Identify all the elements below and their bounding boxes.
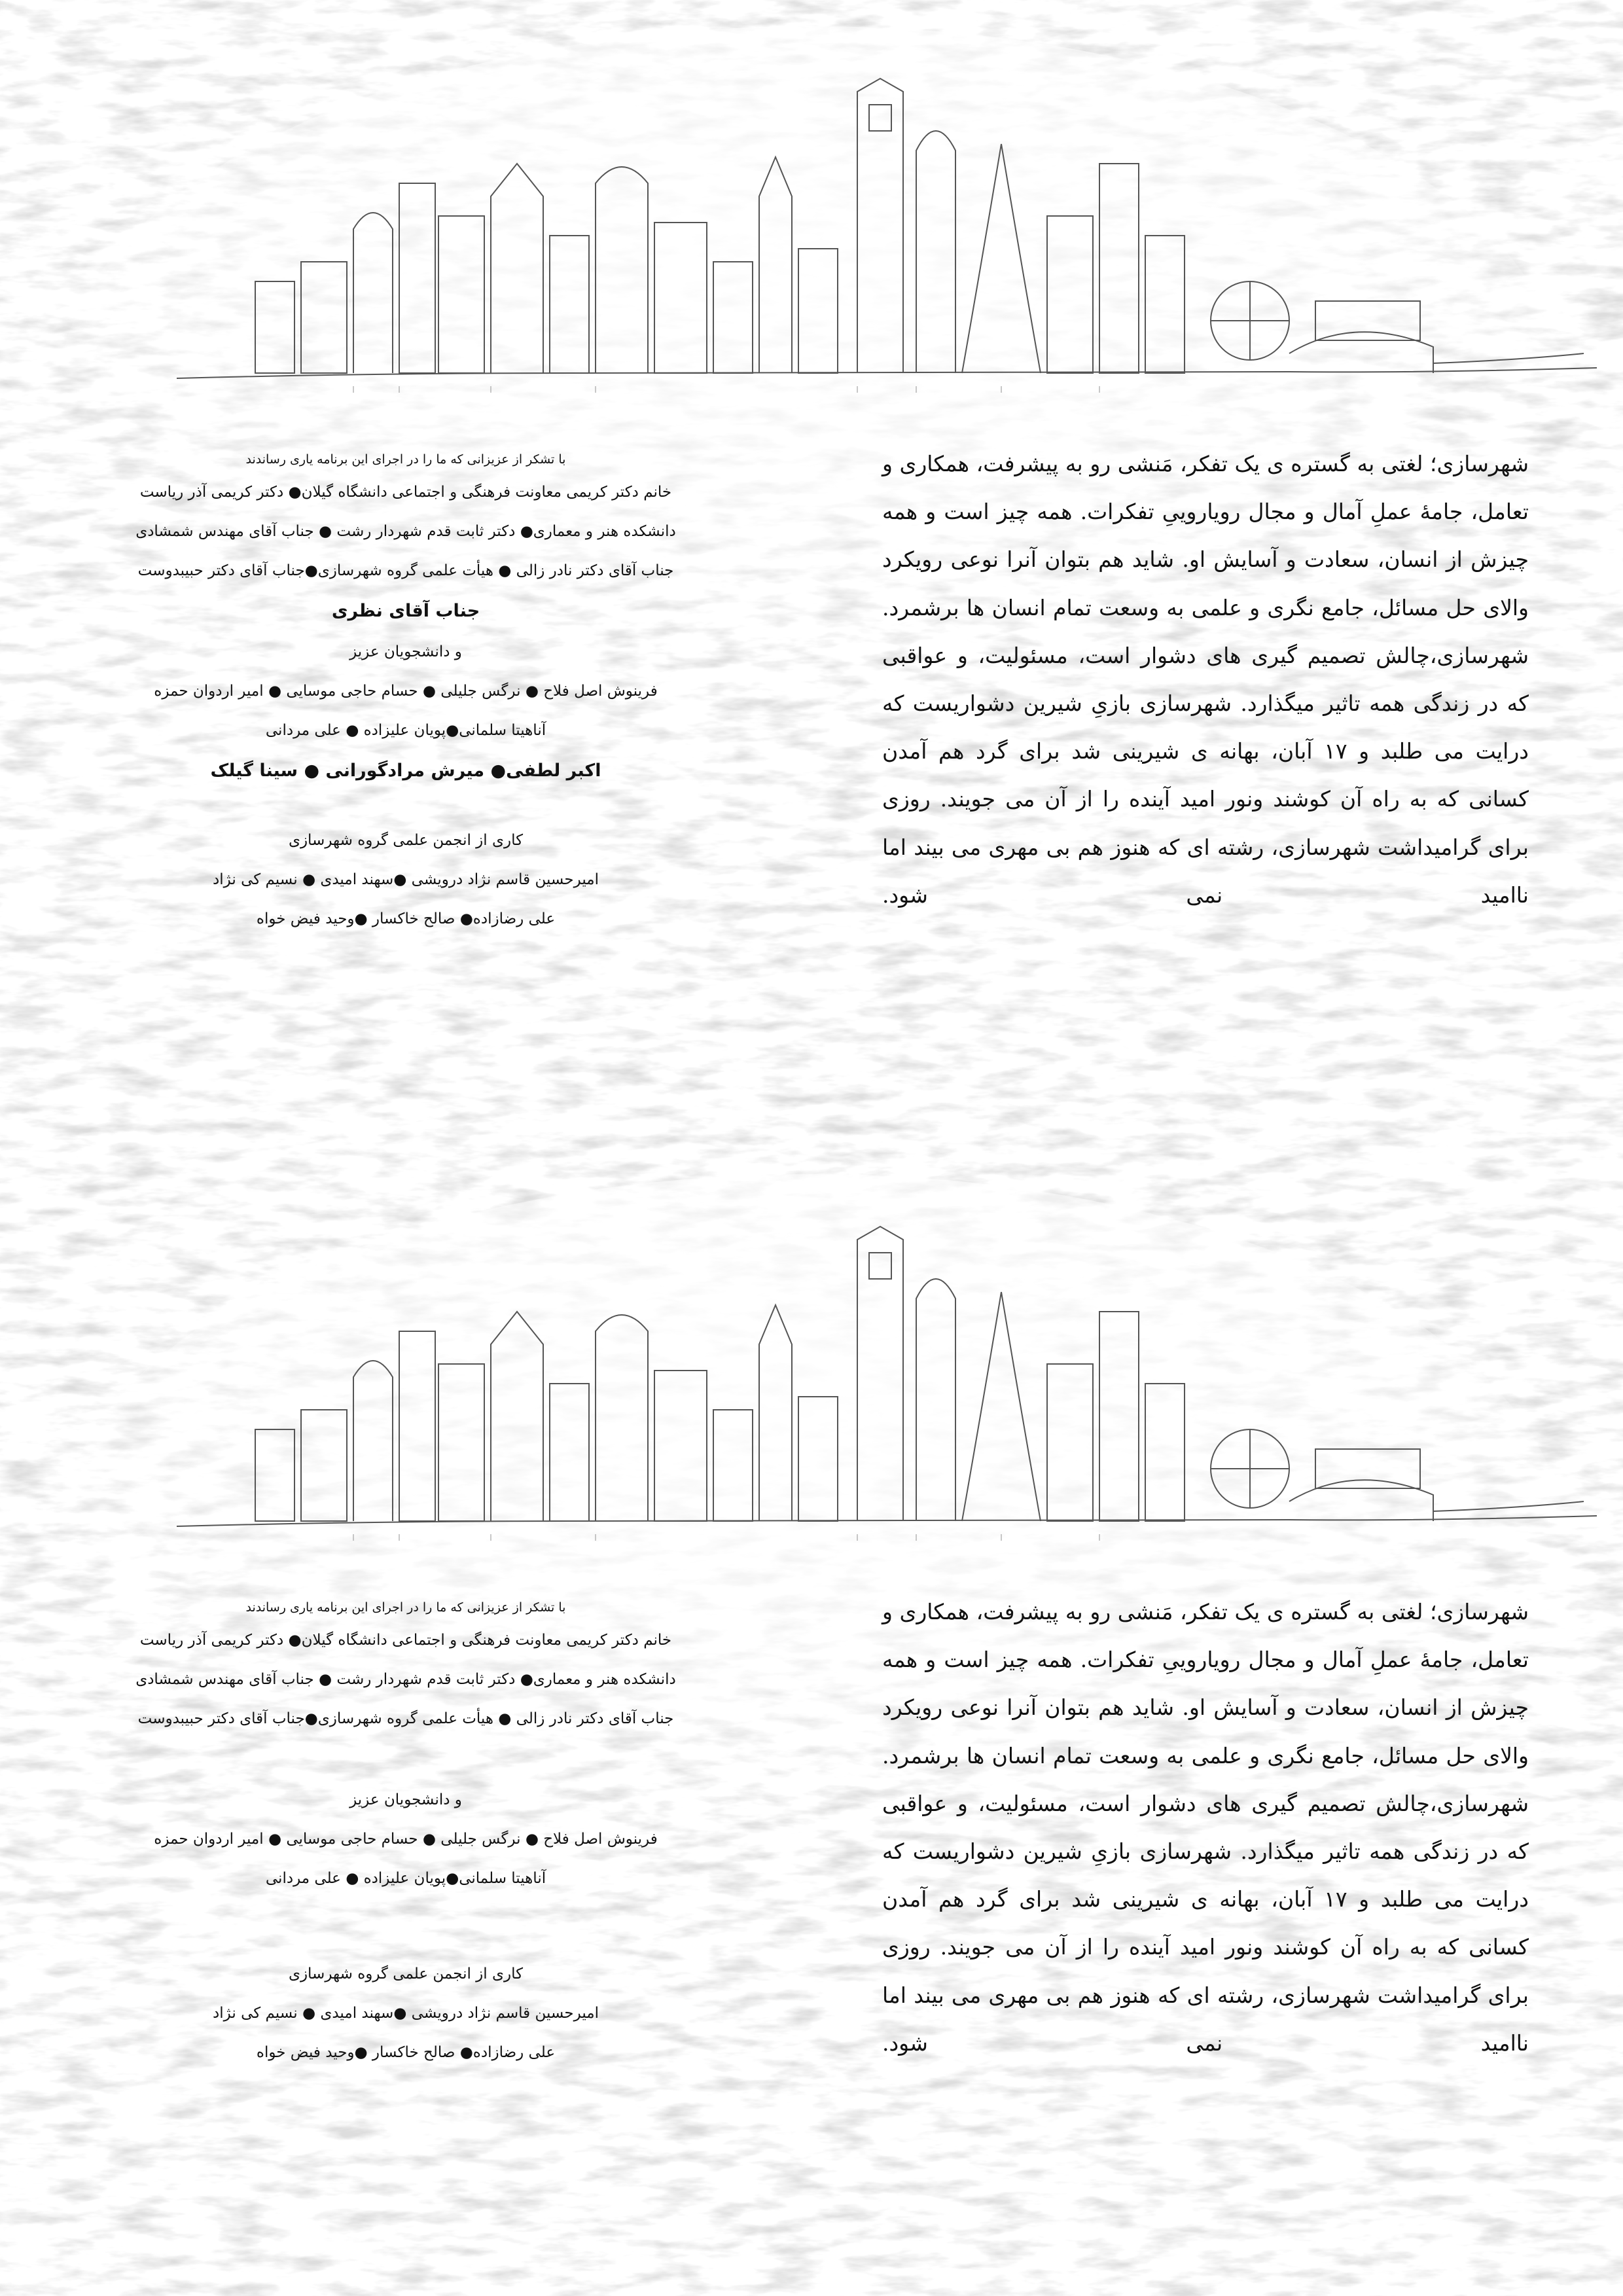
city-skyline-illustration <box>177 65 1597 393</box>
credits-block <box>65 446 746 939</box>
intro-paragraph <box>882 1588 1529 2067</box>
thanks-line-2: دانشکده هنر و معماری● دکتر ثابت قدم شهردار رشت ● جناب آقای مهندس شمشادی <box>135 523 676 540</box>
thanks-line-1: خانم دکتر کریمی معاونت فرهنگی و اجتماعی دانشگاه گیلان● دکتر کریمی آذر ریاست <box>139 1632 672 1649</box>
city-skyline-illustration <box>177 1213 1597 1541</box>
org-line-2: علی رضازاده● صالح خاکسار ●وحید فیض خواه <box>256 2044 556 2061</box>
org-line-1: امیرحسین قاسم نژاد درویشی ●سهند امیدی ● نسیم کی نژاد <box>213 871 599 888</box>
students-heading: و دانشجویان عزیز <box>349 1791 462 1808</box>
students-line-1: فرینوش اصل فلاح ● نرگس جلیلی ● حسام حاجی موسایی ● امیر اردوان حمزه <box>154 683 658 700</box>
page-bottom <box>0 1148 1623 2296</box>
credits-block <box>65 1594 746 2072</box>
org-heading: کاری از انجمن علمی گروه شهرسازی <box>288 1965 524 1982</box>
body-text: شهرسازی؛ لغتی به گستره ی یک تفکر، مَنشی رو به پیشرفت، همکاری و تعامل، جامهٔ عملِ آمال و مجال رویاروییِ تفکرات. همه چیز است و همه چیزش از انسان، سعادت و آسایش او. شاید هم بتوان آنرا نوعی رویکرد والای حل مسائل، جامع نگری و علمی به وسعت تمام انسان ها برشمرد. شهرسازی،چالش تصمیم گیری های دشوار است، مسئولیت، و عواقبی که در زندگی همه تاثیر میگذارد. شهرسازی بازیِ شیرین دشواریست که درایت می طلبد و ۱۷ آبان، بهانه ی شیرینی شد برای گرد هم آمدن کسانی که به راه آن کوشند ونور امید آینده را از آن می جویند. روزی برای گرامیداشت شهرسازی، رشته ای که هنوز هم بی مهری می بیند اما ناامید نمی شود. <box>882 1599 1529 2056</box>
org-line-1: امیرحسین قاسم نژاد درویشی ●سهند امیدی ● نسیم کی نژاد <box>213 2005 599 2022</box>
thanks-line-3: جناب آقای دکتر نادر زالی ● هیأت علمی گروه شهرسازی●جناب آقای دکتر حبیبدوست <box>137 1710 674 1727</box>
org-line-2: علی رضازاده● صالح خاکسار ●وحید فیض خواه <box>256 910 556 927</box>
org-heading: کاری از انجمن علمی گروه شهرسازی <box>288 832 524 849</box>
thanks-intro: با تشکر از عزیزانی که ما را در اجرای این برنامه یاری رساندند <box>245 452 566 467</box>
students-line-2: آناهیتا سلمانی●پویان علیزاده ● علی مردانی <box>265 1870 546 1887</box>
thanks-line-2: دانشکده هنر و معماری● دکتر ثابت قدم شهردار رشت ● جناب آقای مهندس شمشادی <box>135 1671 676 1688</box>
thanks-line-3: جناب آقای دکتر نادر زالی ● هیأت علمی گروه شهرسازی●جناب آقای دکتر حبیبدوست <box>137 562 674 579</box>
thanks-special: جناب آقای نظری <box>331 601 480 621</box>
thanks-line-1: خانم دکتر کریمی معاونت فرهنگی و اجتماعی دانشگاه گیلان● دکتر کریمی آذر ریاست <box>139 484 672 501</box>
students-line-3: اکبر لطفی● میرش مرادگورانی ● سینا گیلک <box>210 761 601 781</box>
body-text: شهرسازی؛ لغتی به گستره ی یک تفکر، مَنشی رو به پیشرفت، همکاری و تعامل، جامهٔ عملِ آمال و مجال رویاروییِ تفکرات. همه چیز است و همه چیزش از انسان، سعادت و آسایش او. شاید هم بتوان آنرا نوعی رویکرد والای حل مسائل، جامع نگری و علمی به وسعت تمام انسان ها برشمرد. شهرسازی،چالش تصمیم گیری های دشوار است، مسئولیت، و عواقبی که در زندگی همه تاثیر میگذارد. شهرسازی بازیِ شیرین دشواریست که درایت می طلبد و ۱۷ آبان، بهانه ی شیرینی شد برای گرد هم آمدن کسانی که به راه آن کوشند ونور امید آینده را از آن می جویند. روزی برای گرامیداشت شهرسازی، رشته ای که هنوز هم بی مهری می بیند اما ناامید نمی شود. <box>882 451 1529 908</box>
intro-paragraph <box>882 440 1529 919</box>
thanks-intro: با تشکر از عزیزانی که ما را در اجرای این برنامه یاری رساندند <box>245 1600 566 1615</box>
students-line-1: فرینوش اصل فلاح ● نرگس جلیلی ● حسام حاجی موسایی ● امیر اردوان حمزه <box>154 1831 658 1848</box>
students-line-2: آناهیتا سلمانی●پویان علیزاده ● علی مردانی <box>265 722 546 739</box>
students-heading: و دانشجویان عزیز <box>349 643 462 660</box>
